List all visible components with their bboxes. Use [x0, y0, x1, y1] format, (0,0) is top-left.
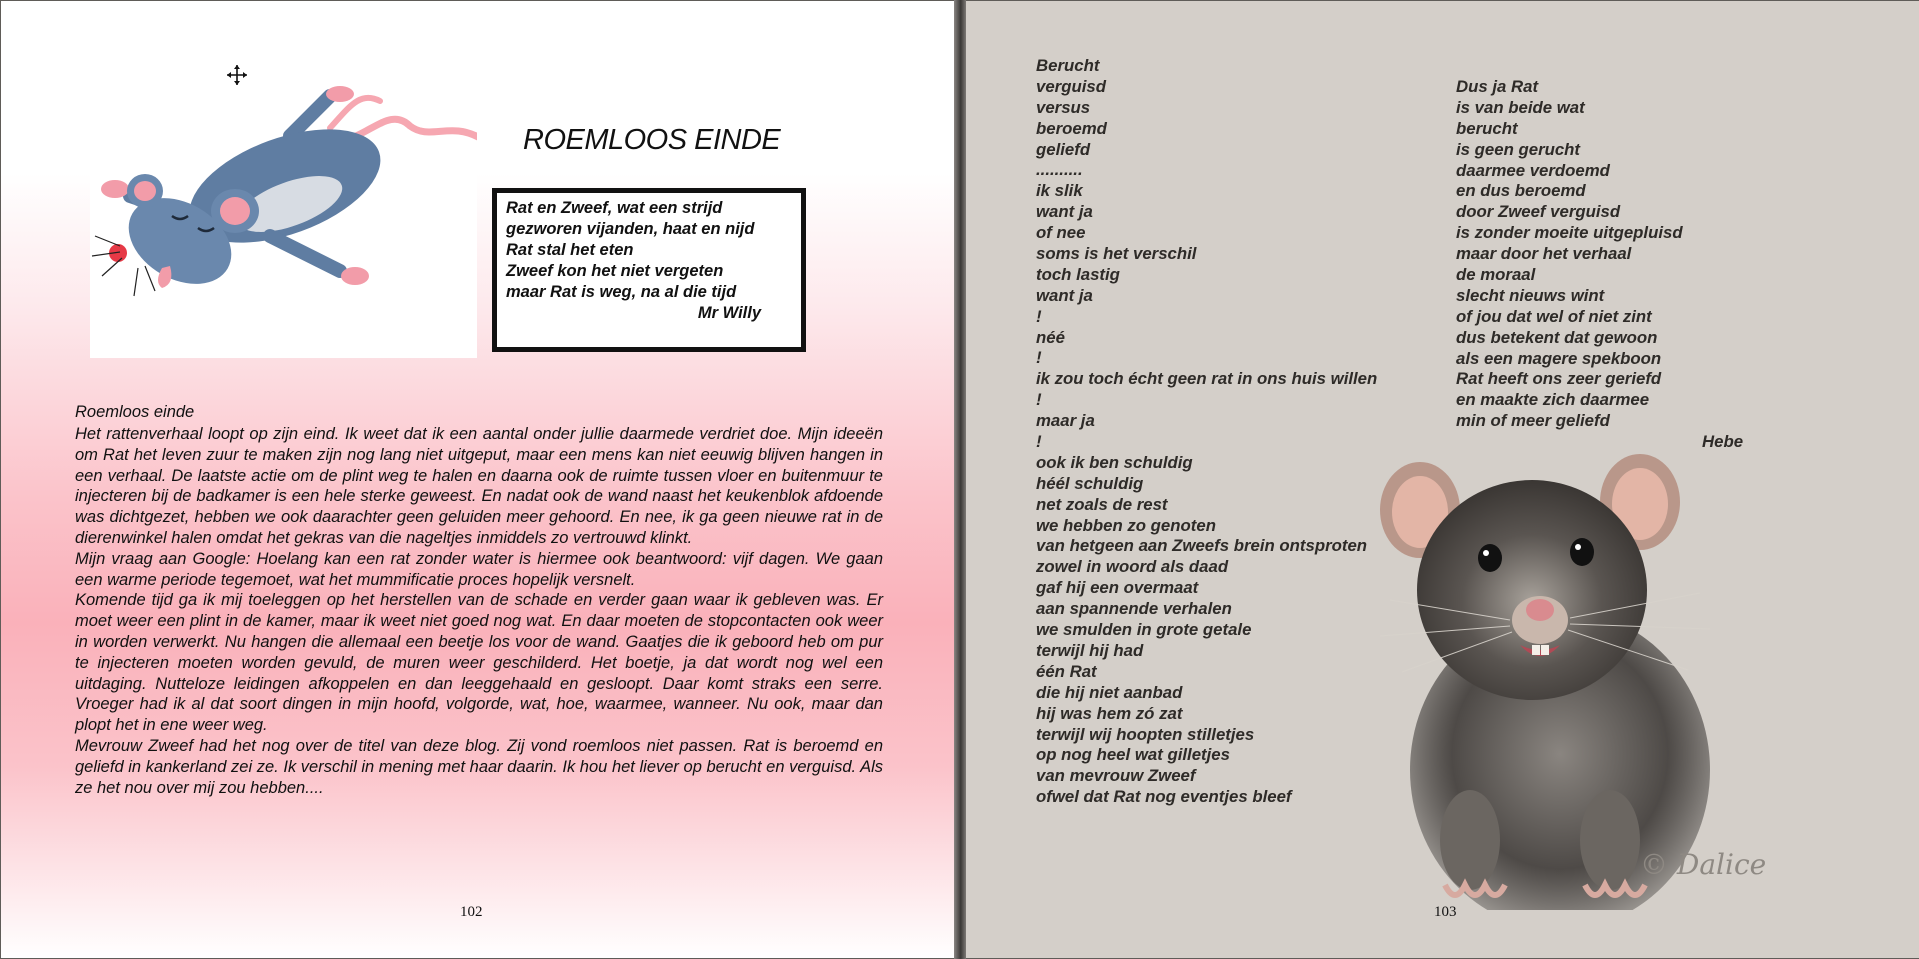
poem-line: verguisd — [1036, 76, 1106, 96]
poem-line: terwijl wij hoopten stilletjes — [1036, 724, 1255, 744]
poem-line: Zweef kon het niet vergeten — [506, 262, 724, 280]
poem-line: één Rat — [1036, 661, 1097, 681]
poem-line: geliefd — [1036, 139, 1091, 159]
poem-line: want ja — [1036, 285, 1093, 305]
poem-line: Rat en Zweef, wat een strijd — [506, 199, 723, 217]
poem-line: we hebben zo genoten — [1036, 515, 1216, 535]
poem-line: van hetgeen aan Zweefs brein ontsproten — [1036, 536, 1368, 556]
poem-line: en dus beroemd — [1456, 181, 1586, 201]
body-paragraph: Mevrouw Zweef had het nog over de titel van deze blog. Zij vond roemloos niet passen. Rat is beroemd en geliefd in kankerland zei ze. Ik verschil in mening met haar daarin. Ik hou het liever op berucht en verguisd. Als ze het nou over mij zou hebben.... — [75, 736, 883, 797]
poem-line: is zonder moeite uitgepluisd — [1456, 223, 1683, 243]
artist-signature: © Dalice — [1640, 848, 1767, 881]
book-gutter — [954, 0, 966, 959]
body-paragraph: Mijn vraag aan Google: Hoelang kan een rat zonder water is hiermee ook beantwoord: vijf dagen. We gaan een warme periode tegemoet, wat het mummificatie proces hopelijk versnelt. — [75, 549, 883, 589]
poem-line: daarmee verdoemd — [1456, 160, 1610, 180]
poem-column-right — [1456, 77, 1683, 432]
poem-box — [492, 188, 806, 352]
poem-line: is van beide wat — [1456, 97, 1585, 117]
poem-line: ! — [1036, 348, 1042, 368]
poem-line: berucht — [1456, 118, 1518, 138]
poem-line: net zoals de rest — [1036, 494, 1168, 514]
body-paragraph: Komende tijd ga ik mij toeleggen op het herstellen van de schade en verder gaan waar ik gebleven was. Er moet weer een plint in de kamer, maar ik weet niet goed nog wat. En daar moeten de stopcontacten ook weer in worden verwerkt. Nu hangen die allemaal een beetje los voor de wand. Gaatjes die ik geboord heb om pur te injecteren moeten worden gevuld, de muren weer geschilderd. Het boetje, ja dat wordt nog wel een uitdaging. Nutteloze leidingen afkoppelen en dan leeggehaald en gesloopt. Daar komt straks een serre. Vroeger had ik al dat soort dingen in mijn hoofd, volgorde, wat, hoe, waarmee, wanneer. Nu ook, maar dan plopt het in ene weer weg. — [75, 591, 883, 735]
mouse-cartoon-icon — [90, 66, 477, 358]
poem-line: terwijl hij had — [1036, 640, 1144, 660]
poem-line: van mevrouw Zweef — [1036, 766, 1196, 786]
poem-line: de moraal — [1456, 265, 1536, 285]
poem-line: ofwel dat Rat nog eventjes bleef — [1036, 787, 1292, 807]
poem-line: soms is het verschil — [1036, 244, 1197, 264]
poem-line: gaf hij een overmaat — [1036, 578, 1199, 598]
rat-portrait-illustration — [1350, 440, 1770, 910]
poem-line: néé — [1036, 327, 1065, 347]
poem-line: door Zweef verguisd — [1456, 202, 1621, 222]
poem-line: Berucht — [1036, 56, 1100, 75]
poem-line: want ja — [1036, 202, 1093, 222]
poem-line: toch lastig — [1036, 264, 1120, 284]
poem-line: versus — [1036, 97, 1091, 117]
poem-line: ! — [1036, 432, 1042, 452]
poem-line: we smulden in grote getale — [1036, 620, 1252, 640]
body-heading: Roemloos einde — [75, 403, 195, 421]
poem-line: ook ik ben schuldig — [1036, 452, 1193, 472]
poem-line: aan spannende verhalen — [1036, 599, 1232, 619]
poem-line: Dus ja Rat — [1456, 77, 1539, 96]
poem-line: op nog heel wat gilletjes — [1036, 745, 1230, 765]
poem-line: min of meer geliefd — [1456, 411, 1610, 431]
poem-line: dus betekent dat gewoon — [1456, 327, 1658, 347]
body-paragraph: Het rattenverhaal loopt op zijn eind. Ik weet dat ik een aantal onder jullie daarmede verdriet doe. Mijn ideeën om Rat het leven zuur te maken zijn nog lang niet uitgeput, maar een mens kan niet eeuwig blijven hangen in een verhaal. De laatste actie om de plint weg te halen en daarna ook de ruimte tussen vloer en buitenmuur te injecteren bij de badkamer is een hele sterke geweest. En nadat ook de wand naast het keukenblok afdoende was dichtgezet, hebben we ook daarachter geen geluiden meer gehoord. En nee, ik ga geen nieuwe rat in de dierenwinkel halen omdat het gekras van die nageltjes inmiddels zo vertrouwd klinkt. — [75, 425, 883, 547]
poem-line: hij was hem zó zat — [1036, 703, 1183, 723]
poem-line: ! — [1036, 306, 1042, 326]
poem-line: ik zou toch écht geen rat in ons huis willen — [1036, 369, 1378, 389]
poem-author-hebe: Hebe — [1702, 432, 1744, 451]
poem-line: ik slik — [1036, 181, 1083, 201]
poem-line: die hij niet aanbad — [1036, 682, 1183, 702]
poem-line: Rat stal het eten — [506, 241, 634, 259]
poem-line: héél schuldig — [1036, 473, 1144, 493]
poem-line: slecht nieuws wint — [1456, 285, 1605, 305]
poem-line: en maakte zich daarmee — [1456, 390, 1650, 410]
page-title: ROEMLOOS EINDE — [523, 124, 781, 156]
page-number-left: 102 — [460, 904, 483, 920]
poem-line: als een magere spekboon — [1456, 348, 1662, 368]
poem-line: maar Rat is weg, na al die tijd — [506, 283, 737, 301]
poem-line: of nee — [1036, 223, 1086, 243]
poem-line: maar ja — [1036, 411, 1095, 431]
poem-line: zowel in woord als daad — [1036, 557, 1229, 577]
poem-line: beroemd — [1036, 118, 1107, 138]
body-text — [75, 424, 883, 798]
poem-line: of jou dat wel of niet zint — [1456, 306, 1652, 326]
poem-line: ! — [1036, 390, 1042, 410]
poem-line: maar door het verhaal — [1456, 244, 1632, 264]
poem-line: .......... — [1036, 160, 1083, 180]
poem-line: gezworen vijanden, haat en nijd — [506, 220, 755, 238]
page-number-right: 103 — [1434, 904, 1457, 920]
fainted-mouse-illustration — [90, 66, 477, 358]
poem-line: is geen gerucht — [1456, 139, 1581, 159]
poem-line: Rat heeft ons zeer geriefd — [1456, 369, 1662, 389]
move-cursor-icon[interactable] — [226, 64, 248, 86]
poem-author: Mr Willy — [697, 304, 761, 322]
poem-column-left — [1036, 56, 1377, 808]
